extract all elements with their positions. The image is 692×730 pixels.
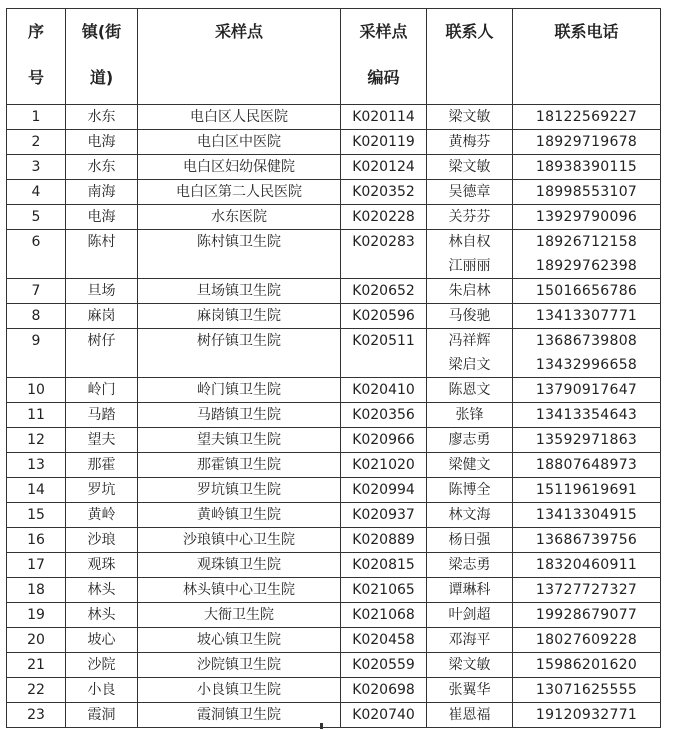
cell-phone [513, 205, 661, 230]
cell-site: 大衙卫生院 [138, 603, 341, 628]
cell-code: K020966 [341, 428, 427, 453]
header-seq [7, 9, 66, 105]
cell-site: 电白区人民医院 [138, 105, 341, 130]
cell-code: K020352 [341, 180, 427, 205]
cell-town: 马踏 [66, 403, 138, 428]
table-row [7, 628, 661, 653]
cell-contact [427, 603, 513, 628]
header-town-line1: 镇(街 [81, 22, 122, 41]
phone-number[interactable]: 18027609228 [535, 632, 638, 648]
cell-seq: 2 [7, 130, 66, 155]
cell-code: K020283 [341, 230, 427, 279]
contact-name: 梁文敏 [448, 657, 491, 673]
cell-site: 霞洞镇卫生院 [138, 703, 341, 728]
cell-contact [427, 553, 513, 578]
phone-number[interactable]: 19120932771 [535, 707, 638, 723]
cell-contact [427, 678, 513, 703]
contact-name: 崔恩福 [448, 707, 491, 723]
cell-phone [513, 428, 661, 453]
cell-site: 岭门镇卫生院 [138, 378, 341, 403]
cell-town: 陈村 [66, 230, 138, 279]
contact-name: 梁启文 [448, 357, 491, 373]
cell-site: 坡心镇卫生院 [138, 628, 341, 653]
cell-phone [513, 603, 661, 628]
cell-town: 岭门 [66, 378, 138, 403]
cell-contact [427, 105, 513, 130]
table-row [7, 378, 661, 403]
contact-name: 朱启林 [448, 283, 491, 299]
table-row [7, 230, 661, 279]
cell-code: K020652 [341, 279, 427, 304]
cell-phone [513, 453, 661, 478]
cell-seq: 7 [7, 279, 66, 304]
cell-seq: 3 [7, 155, 66, 180]
phone-number[interactable]: 15119619691 [535, 482, 638, 498]
cell-contact [427, 329, 513, 378]
table-row [7, 478, 661, 503]
cell-phone [513, 378, 661, 403]
phone-number[interactable]: 13790917647 [535, 382, 638, 398]
cell-town: 观珠 [66, 553, 138, 578]
cell-contact [427, 279, 513, 304]
cell-code: K020937 [341, 503, 427, 528]
cell-seq: 15 [7, 503, 66, 528]
cell-contact [427, 703, 513, 728]
header-seq-line2: 号 [27, 68, 44, 87]
cell-site: 旦场镇卫生院 [138, 279, 341, 304]
cell-site: 林头镇中心卫生院 [138, 578, 341, 603]
cell-phone [513, 329, 661, 378]
cell-phone [513, 553, 661, 578]
header-contact: 联系人 [427, 9, 513, 105]
cell-site: 树仔镇卫生院 [138, 329, 341, 378]
cell-code: K021065 [341, 578, 427, 603]
phone-number[interactable]: 15986201620 [535, 657, 638, 673]
cell-town: 林头 [66, 578, 138, 603]
table-row [7, 553, 661, 578]
contact-name: 廖志勇 [448, 432, 491, 448]
cell-town: 麻岗 [66, 304, 138, 329]
cell-seq: 6 [7, 230, 66, 279]
cell-code: K020119 [341, 130, 427, 155]
phone-number[interactable]: 18122569227 [535, 109, 638, 125]
cell-town: 那霍 [66, 453, 138, 478]
phone-number[interactable]: 13929790096 [535, 209, 638, 225]
cell-contact [427, 230, 513, 279]
cell-phone [513, 105, 661, 130]
contact-name: 叶剑超 [448, 607, 491, 623]
cell-town: 沙琅 [66, 528, 138, 553]
cell-code: K021068 [341, 603, 427, 628]
cell-town: 林头 [66, 603, 138, 628]
cell-town: 望夫 [66, 428, 138, 453]
phone-number[interactable]: 13413304915 [535, 507, 638, 523]
cell-seq: 14 [7, 478, 66, 503]
cell-seq: 13 [7, 453, 66, 478]
header-phone: 联系电话 [513, 9, 661, 105]
contact-name: 林文海 [448, 507, 491, 523]
phone-number[interactable]: 18938390115 [535, 159, 638, 175]
cell-seq: 5 [7, 205, 66, 230]
table-row [7, 528, 661, 553]
phone-number[interactable]: 13686739756 [535, 532, 638, 548]
cell-seq: 23 [7, 703, 66, 728]
cell-seq: 9 [7, 329, 66, 378]
cell-town: 坡心 [66, 628, 138, 653]
table-row [7, 403, 661, 428]
header-seq-line1: 序 [27, 22, 44, 41]
table-row [7, 703, 661, 728]
cell-seq: 22 [7, 678, 66, 703]
cell-phone [513, 528, 661, 553]
cell-site: 黄岭镇卫生院 [138, 503, 341, 528]
cell-code: K020815 [341, 553, 427, 578]
contact-name: 梁文敏 [448, 109, 491, 125]
table-row [7, 329, 661, 378]
phone-number[interactable]: 18320460911 [535, 557, 638, 573]
cell-seq: 11 [7, 403, 66, 428]
contact-name: 江丽丽 [448, 258, 491, 274]
cell-phone [513, 304, 661, 329]
cell-town: 南海 [66, 180, 138, 205]
table-header-row [7, 9, 661, 105]
cell-site: 那霍镇卫生院 [138, 453, 341, 478]
cell-code: K020356 [341, 403, 427, 428]
phone-number[interactable]: 13432996658 [535, 357, 638, 373]
table-row [7, 304, 661, 329]
phone-number[interactable]: 18807648973 [535, 457, 638, 473]
phone-number[interactable]: 13413307771 [535, 308, 638, 324]
cell-town: 树仔 [66, 329, 138, 378]
cell-phone [513, 279, 661, 304]
cell-town: 小良 [66, 678, 138, 703]
contact-name: 梁志勇 [448, 557, 491, 573]
table-continuation-mark [320, 723, 323, 729]
table-body [7, 105, 661, 728]
cell-code: K021020 [341, 453, 427, 478]
cell-site: 沙琅镇中心卫生院 [138, 528, 341, 553]
cell-contact [427, 653, 513, 678]
cell-code: K020124 [341, 155, 427, 180]
table-row [7, 180, 661, 205]
cell-site: 电白区第二人民医院 [138, 180, 341, 205]
cell-site: 望夫镇卫生院 [138, 428, 341, 453]
cell-contact [427, 428, 513, 453]
table-row [7, 155, 661, 180]
contact-name: 谭琳科 [448, 582, 491, 598]
contact-name: 梁文敏 [448, 159, 491, 175]
cell-phone [513, 180, 661, 205]
contact-name: 张锋 [455, 407, 484, 423]
cell-contact [427, 205, 513, 230]
cell-code: K020596 [341, 304, 427, 329]
cell-site: 电白区中医院 [138, 130, 341, 155]
phone-number[interactable]: 19928679077 [535, 607, 638, 623]
cell-phone [513, 678, 661, 703]
cell-site: 罗坑镇卫生院 [138, 478, 341, 503]
cell-contact [427, 503, 513, 528]
cell-phone [513, 403, 661, 428]
cell-code: K020559 [341, 653, 427, 678]
cell-seq: 8 [7, 304, 66, 329]
cell-town: 电海 [66, 205, 138, 230]
header-town-line2: 道) [89, 68, 114, 87]
phone-number[interactable]: 13071625555 [535, 682, 638, 698]
cell-contact [427, 155, 513, 180]
cell-site: 陈村镇卫生院 [138, 230, 341, 279]
cell-site: 电白区妇幼保健院 [138, 155, 341, 180]
table-row [7, 205, 661, 230]
contact-name: 冯祥辉 [448, 333, 491, 349]
table-row [7, 603, 661, 628]
cell-town: 黄岭 [66, 503, 138, 528]
cell-seq: 17 [7, 553, 66, 578]
contact-name: 马俊驰 [448, 308, 491, 324]
cell-phone [513, 653, 661, 678]
cell-site: 麻岗镇卫生院 [138, 304, 341, 329]
cell-code: K020511 [341, 329, 427, 378]
header-town [66, 9, 138, 105]
table-row [7, 678, 661, 703]
phone-number[interactable]: 15016656786 [535, 283, 638, 299]
cell-contact [427, 478, 513, 503]
cell-code: K020889 [341, 528, 427, 553]
cell-seq: 12 [7, 428, 66, 453]
cell-phone [513, 230, 661, 279]
contact-name: 陈博全 [448, 482, 491, 498]
phone-number[interactable]: 13592971863 [535, 432, 638, 448]
cell-town: 电海 [66, 130, 138, 155]
contact-name: 梁健文 [448, 457, 491, 473]
cell-phone [513, 578, 661, 603]
phone-number[interactable]: 13727727327 [535, 582, 638, 598]
phone-number[interactable]: 18929719678 [535, 134, 638, 150]
contact-name: 吴德章 [448, 184, 491, 200]
cell-contact [427, 403, 513, 428]
cell-seq: 10 [7, 378, 66, 403]
cell-code: K020740 [341, 703, 427, 728]
header-site: 采样点 [138, 9, 341, 105]
cell-code: K020228 [341, 205, 427, 230]
cell-phone [513, 478, 661, 503]
cell-phone [513, 628, 661, 653]
cell-code: K020114 [341, 105, 427, 130]
contact-name: 张翼华 [448, 682, 491, 698]
cell-seq: 18 [7, 578, 66, 603]
cell-seq: 4 [7, 180, 66, 205]
cell-seq: 19 [7, 603, 66, 628]
cell-contact [427, 130, 513, 155]
cell-town: 沙院 [66, 653, 138, 678]
cell-contact [427, 628, 513, 653]
cell-phone [513, 503, 661, 528]
contact-name: 陈恩文 [448, 382, 491, 398]
table-row [7, 453, 661, 478]
cell-site: 小良镇卫生院 [138, 678, 341, 703]
table-row [7, 130, 661, 155]
cell-seq: 20 [7, 628, 66, 653]
table-row [7, 503, 661, 528]
table-row [7, 105, 661, 130]
phone-number[interactable]: 13686739808 [535, 333, 638, 349]
cell-phone [513, 130, 661, 155]
cell-town: 罗坑 [66, 478, 138, 503]
table-row [7, 653, 661, 678]
table-row [7, 279, 661, 304]
cell-site: 沙院镇卫生院 [138, 653, 341, 678]
header-code-line1: 采样点 [359, 22, 408, 41]
phone-number[interactable]: 18926712158 [535, 234, 638, 250]
cell-site: 观珠镇卫生院 [138, 553, 341, 578]
cell-code: K020698 [341, 678, 427, 703]
cell-contact [427, 528, 513, 553]
phone-number[interactable]: 13413354643 [535, 407, 638, 423]
cell-site: 水东医院 [138, 205, 341, 230]
contact-name: 林自权 [448, 234, 491, 250]
phone-number[interactable]: 18998553107 [535, 184, 638, 200]
contact-name: 邓海平 [448, 632, 491, 648]
cell-contact [427, 453, 513, 478]
cell-town: 水东 [66, 155, 138, 180]
cell-contact [427, 180, 513, 205]
sampling-sites-table [6, 8, 661, 728]
header-code [341, 9, 427, 105]
cell-site: 马踏镇卫生院 [138, 403, 341, 428]
cell-contact [427, 304, 513, 329]
cell-seq: 1 [7, 105, 66, 130]
cell-town: 旦场 [66, 279, 138, 304]
cell-town: 霞洞 [66, 703, 138, 728]
cell-town: 水东 [66, 105, 138, 130]
contact-name: 黄梅芬 [448, 134, 491, 150]
cell-contact [427, 578, 513, 603]
phone-number[interactable]: 18929762398 [535, 258, 638, 274]
cell-code: K020994 [341, 478, 427, 503]
cell-seq: 16 [7, 528, 66, 553]
contact-name: 关芬芬 [448, 209, 491, 225]
contact-name: 杨日强 [448, 532, 491, 548]
cell-contact [427, 378, 513, 403]
cell-phone [513, 155, 661, 180]
table-row [7, 578, 661, 603]
cell-phone [513, 703, 661, 728]
header-code-line2: 编码 [367, 68, 400, 87]
table-row [7, 428, 661, 453]
cell-code: K020458 [341, 628, 427, 653]
cell-code: K020410 [341, 378, 427, 403]
cell-seq: 21 [7, 653, 66, 678]
